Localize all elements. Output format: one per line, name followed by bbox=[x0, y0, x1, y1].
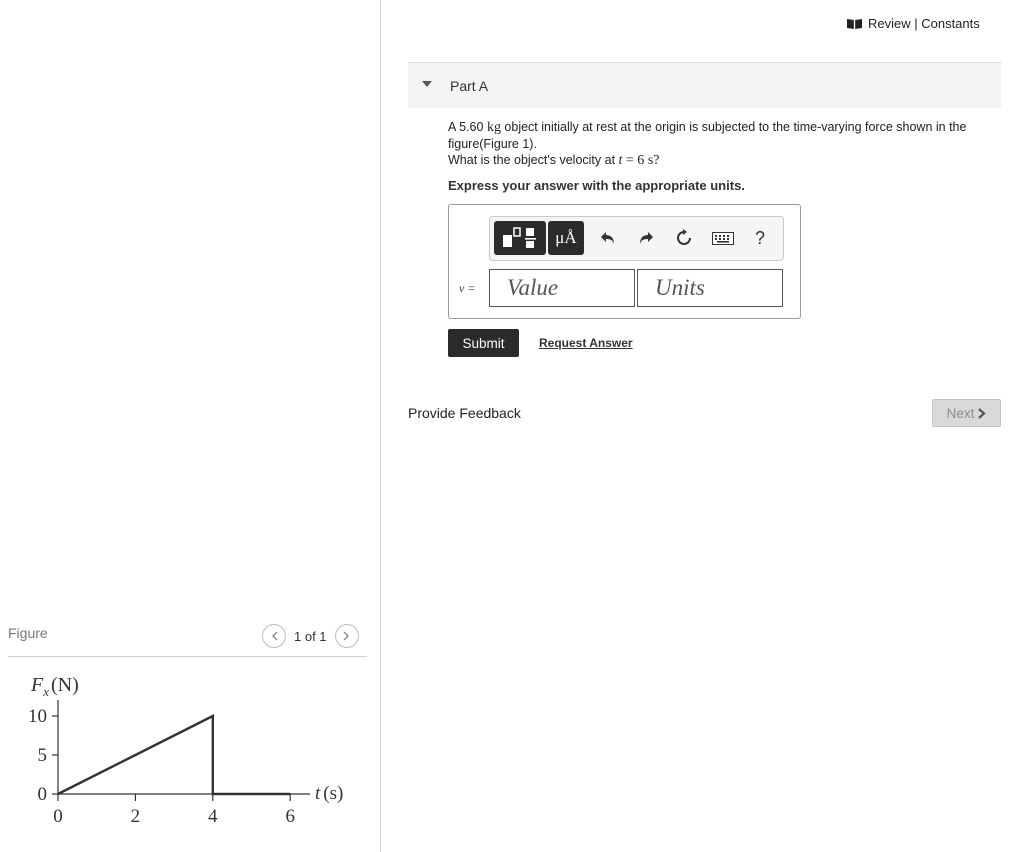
templates-button[interactable] bbox=[494, 221, 546, 255]
request-answer-link[interactable]: Request Answer bbox=[539, 336, 633, 350]
chevron-right-icon bbox=[343, 631, 350, 641]
part-title: Part A bbox=[450, 78, 489, 94]
x-tick-label-0: 0 bbox=[53, 806, 63, 827]
templates-icon bbox=[500, 225, 540, 251]
undo-button[interactable] bbox=[594, 221, 622, 255]
next-label: Next bbox=[946, 405, 975, 421]
y-tick-label-10: 10 bbox=[28, 706, 47, 727]
review-constants-label: Review | Constants bbox=[868, 16, 980, 31]
answer-box bbox=[448, 204, 801, 319]
redo-button[interactable] bbox=[632, 221, 660, 255]
chevron-right-icon bbox=[978, 408, 986, 419]
force-time-chart bbox=[0, 660, 370, 850]
help-icon: ? bbox=[754, 227, 765, 248]
series-line-Fx bbox=[58, 716, 290, 794]
units-icon: μÅ bbox=[555, 228, 577, 247]
units-input[interactable]: Units bbox=[637, 269, 783, 307]
reset-button[interactable] bbox=[670, 221, 698, 255]
provide-feedback-link[interactable]: Provide Feedback bbox=[408, 405, 521, 421]
next-button[interactable] bbox=[932, 399, 1001, 427]
y-axis-label: $F_x$ (N) bbox=[31, 674, 79, 699]
figure-pager bbox=[262, 624, 359, 648]
keyboard-button[interactable] bbox=[710, 221, 736, 255]
reset-icon bbox=[675, 229, 693, 247]
x-tick-label-6: 6 bbox=[285, 806, 295, 827]
prev-figure-button[interactable] bbox=[262, 624, 286, 648]
value-input[interactable]: Value bbox=[489, 269, 635, 307]
instruction-text: Express your answer with the appropriate units. bbox=[448, 178, 745, 193]
review-constants-link[interactable] bbox=[847, 16, 980, 31]
units-button[interactable] bbox=[548, 221, 584, 255]
redo-icon bbox=[638, 231, 654, 245]
y-tick-label-0: 0 bbox=[37, 784, 47, 805]
keyboard-icon bbox=[712, 232, 734, 245]
question-text: A 5.60 kg object initially at rest at the origin is subjected to the time-varying force shown in the figure(Figure 1). What is the object's velocity at t = 6 s? bbox=[448, 120, 967, 168]
y-tick-label-5: 5 bbox=[37, 745, 47, 766]
next-figure-button[interactable] bbox=[335, 624, 359, 648]
undo-icon bbox=[600, 231, 616, 245]
pager-count: 1 of 1 bbox=[294, 628, 327, 644]
x-tick-label-2: 2 bbox=[130, 806, 141, 827]
figure-title: Figure bbox=[8, 625, 48, 641]
answer-variable-label: v = bbox=[459, 281, 476, 295]
collapse-caret-icon[interactable] bbox=[422, 81, 432, 87]
part-a-header[interactable] bbox=[408, 62, 1001, 108]
book-icon bbox=[847, 18, 862, 29]
help-button[interactable] bbox=[748, 221, 772, 255]
x-axis-label: t (s) bbox=[315, 783, 344, 804]
panel-divider bbox=[380, 0, 381, 852]
x-tick-label-4: 4 bbox=[208, 806, 218, 827]
math-toolbar bbox=[489, 216, 784, 261]
submit-button[interactable]: Submit bbox=[448, 329, 519, 357]
chevron-left-icon bbox=[271, 631, 278, 641]
figure-rule bbox=[8, 656, 367, 657]
